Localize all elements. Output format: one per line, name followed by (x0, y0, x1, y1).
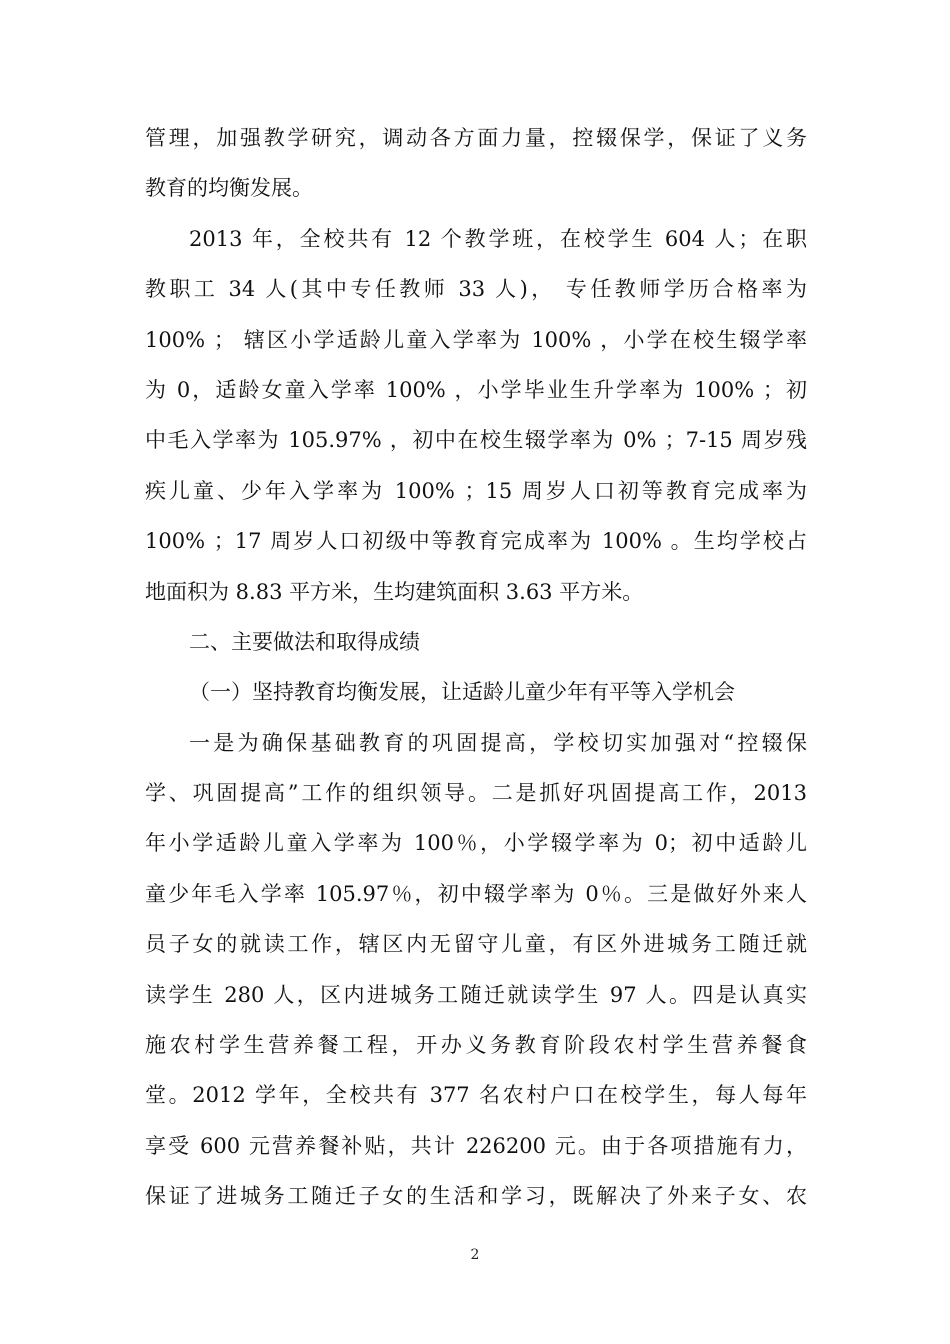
text-line: 享受 600 元营养餐补贴，共计 226200 元。由于各项措施有力， (145, 1133, 807, 1158)
text-line: 堂。2012 学年，全校共有 377 名农村户口在校学生，每人每年 (145, 1083, 807, 1108)
text-line: 读学生 280 人，区内进城务工随迁就读学生 97 人。四是认真实 (145, 982, 807, 1007)
text-line: 施农村学生营养餐工程，开办义务教育阶段农村学生营养餐食 (145, 1033, 807, 1058)
text-line: 童少年毛入学率 105.97％，初中辍学率为 0％。三是做好外来人 (145, 881, 807, 906)
body-text (145, 113, 807, 1222)
text-line: 为 0，适龄女童入学率 100% ，小学毕业生升学率为 100% ；初 (145, 377, 807, 402)
text-line: 年小学适龄儿童入学率为 100％，小学辍学率为 0；初中适龄儿 (145, 831, 807, 856)
text-line: 保证了进城务工随迁子女的生活和学习，既解决了外来子女、农 (145, 1184, 807, 1209)
text-line: 教职工 34 人(其中专任教师 33 人)， 专任教师学历合格率为 (145, 277, 807, 302)
text-line: 2013 年，全校共有 12 个教学班，在校学生 604 人；在职 (189, 226, 807, 251)
section-heading: 二、主要做法和取得成绩 (189, 629, 420, 654)
text-line: 学、巩固提高”工作的组织领导。二是抓好巩固提高工作，2013 (145, 781, 807, 806)
subsection-heading: （一）坚持教育均衡发展，让适龄儿童少年有平等入学机会 (189, 680, 735, 705)
text-line: 教育的均衡发展。 (145, 176, 313, 201)
text-line: 地面积为 8.83 平方米，生均建筑面积 3.63 平方米。 (145, 579, 644, 604)
text-line: 管理，加强教学研究，调动各方面力量，控辍保学，保证了义务 (145, 126, 807, 150)
text-line: 一是为确保基础教育的巩固提高，学校切实加强对“控辍保 (189, 730, 807, 755)
text-line: 100% ； 辖区小学适龄儿童入学率为 100% ，小学在校生辍学率 (145, 327, 807, 352)
text-line: 100% ；17 周岁人口初级中等教育完成率为 100% 。生均学校占 (145, 529, 807, 554)
text-line: 中毛入学率为 105.97% ，初中在校生辍学率为 0% ；7-15 周岁残 (145, 428, 807, 453)
text-line: 疾儿童、少年入学率为 100% ；15 周岁人口初等教育完成率为 (145, 478, 807, 503)
text-line: 员子女的就读工作，辖区内无留守儿童，有区外进城务工随迁就 (145, 932, 807, 957)
page-number: 2 (470, 1247, 480, 1263)
